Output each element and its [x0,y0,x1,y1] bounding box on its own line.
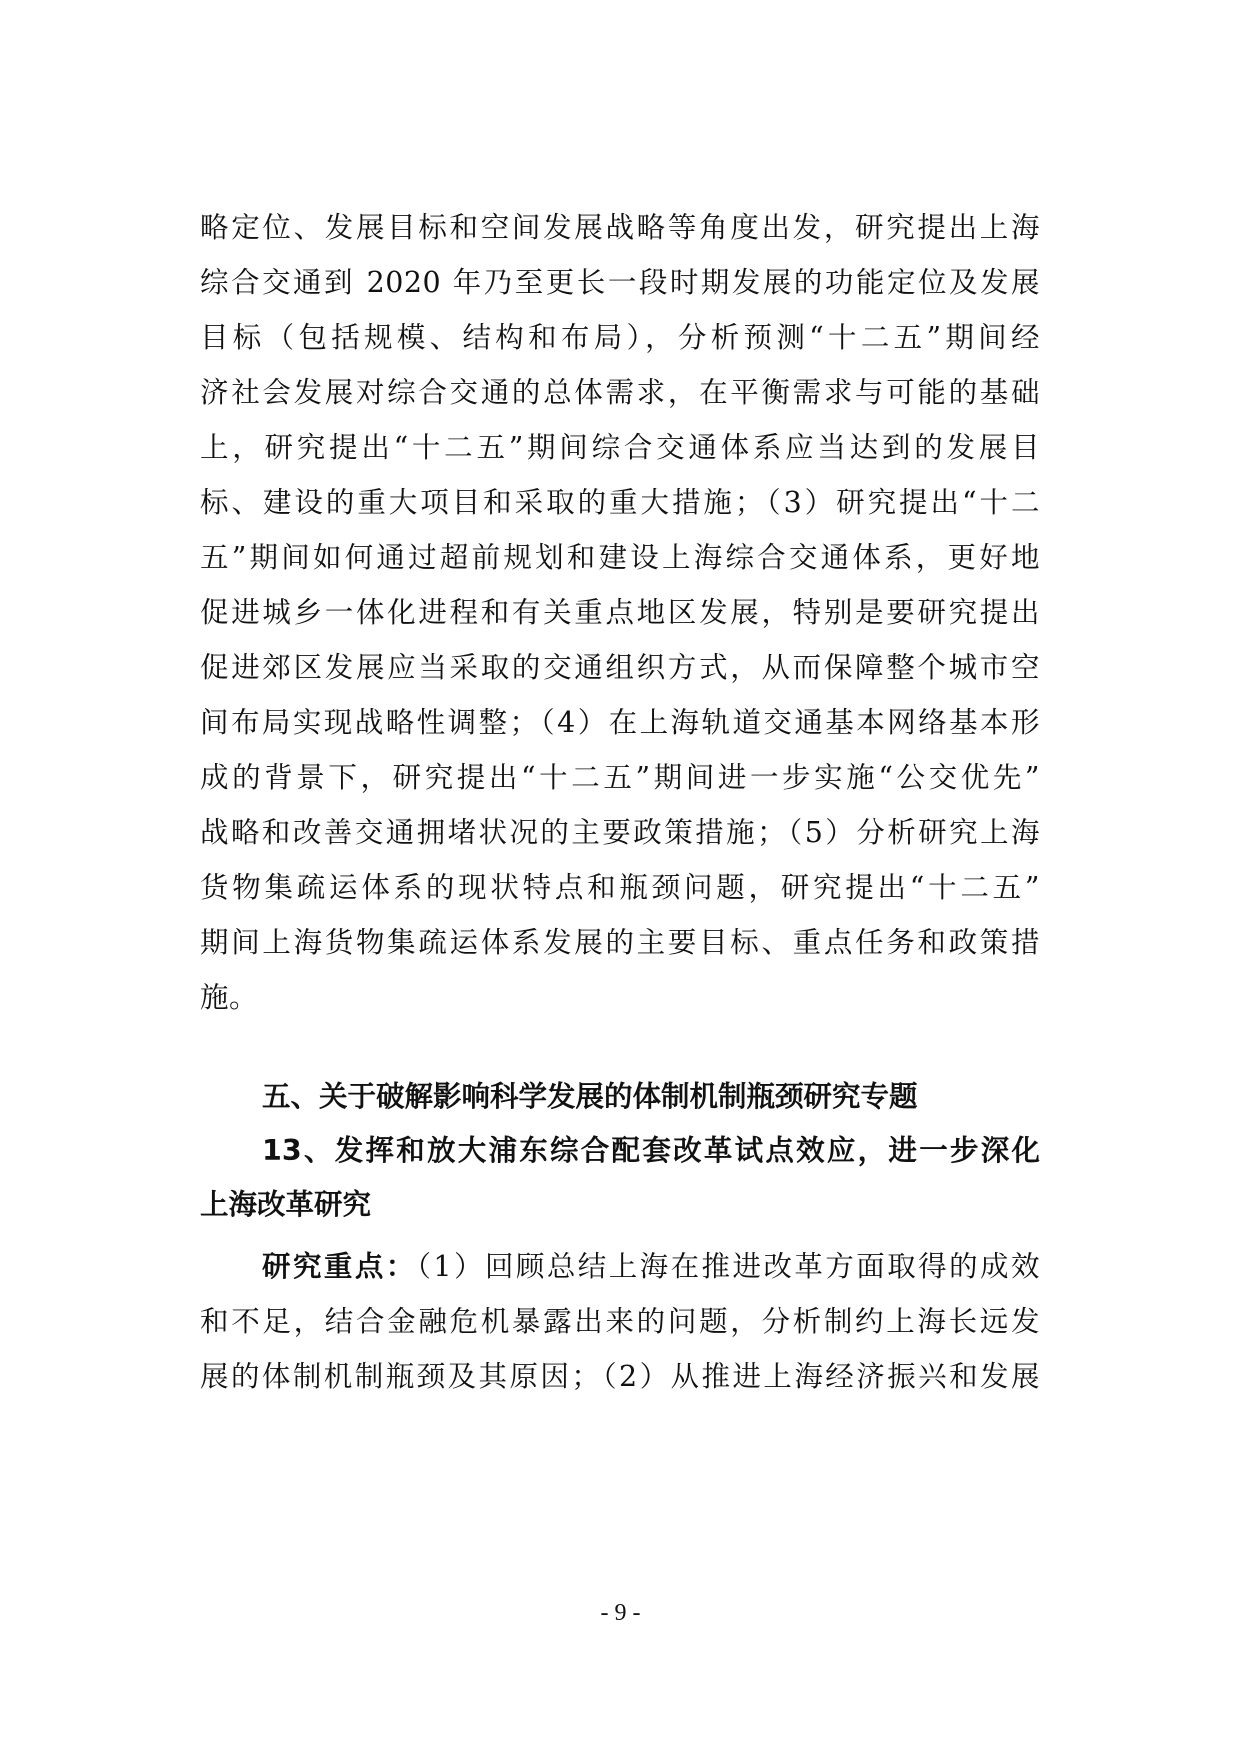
text-line: 施。 [200,981,259,1014]
text-line: 期间上海货物集疏运体系发展的主要目标、重点任务和政策措 [200,926,1040,959]
text-line: 间布局实现战略性调整；（4）在上海轨道交通基本网络基本形 [200,706,1040,739]
text-line: 五”期间如何通过超前规划和建设上海综合交通体系，更好地 [200,541,1040,574]
text-line: 上，研究提出“十二五”期间综合交通体系应当达到的发展目 [200,431,1040,464]
topic-heading-line-2: 上海改革研究 [200,1188,372,1221]
text-line: 济社会发展对综合交通的总体需求，在平衡需求与可能的基础 [200,376,1040,409]
text-line: 促进郊区发展应当采取的交通组织方式，从而保障整个城市空 [200,651,1040,684]
paragraph-research-focus-line-1 [262,1247,1040,1287]
topic-heading-line-1: 13、发挥和放大浦东综合配套改革试点效应，进一步深化 [262,1134,1040,1167]
text-line: 目标（包括规模、结构和布局），分析预测“十二五”期间经 [200,321,1040,354]
text-line: 战略和改善交通拥堵状况的主要政策措施；（5）分析研究上海 [200,816,1040,849]
text-line: 和不足，结合金融危机暴露出来的问题，分析制约上海长远发 [200,1305,1040,1338]
page-number: - 9 - [600,1600,641,1626]
text-line: 标、建设的重大项目和采取的重大措施；（3）研究提出“十二 [200,486,1040,519]
text-line: 展的体制机制瓶颈及其原因；（2）从推进上海经济振兴和发展 [200,1360,1040,1393]
text-line: 综合交通到 2020 年乃至更长一段时期发展的功能定位及发展 [200,266,1040,299]
text-line: 成的背景下，研究提出“十二五”期间进一步实施“公交优先” [200,761,1040,794]
text-line: 促进城乡一体化进程和有关重点地区发展，特别是要研究提出 [200,596,1040,629]
section-heading: 五、关于破解影响科学发展的体制机制瓶颈研究专题 [262,1080,918,1113]
research-focus-label: 研究重点： [262,1250,417,1283]
text-line: 略定位、发展目标和空间发展战略等角度出发，研究提出上海 [200,211,1040,244]
paragraph-text: （1）回顾总结上海在推进改革方面取得的成效 [416,1250,1040,1283]
text-line: 货物集疏运体系的现状特点和瓶颈问题，研究提出“十二五” [200,871,1040,904]
